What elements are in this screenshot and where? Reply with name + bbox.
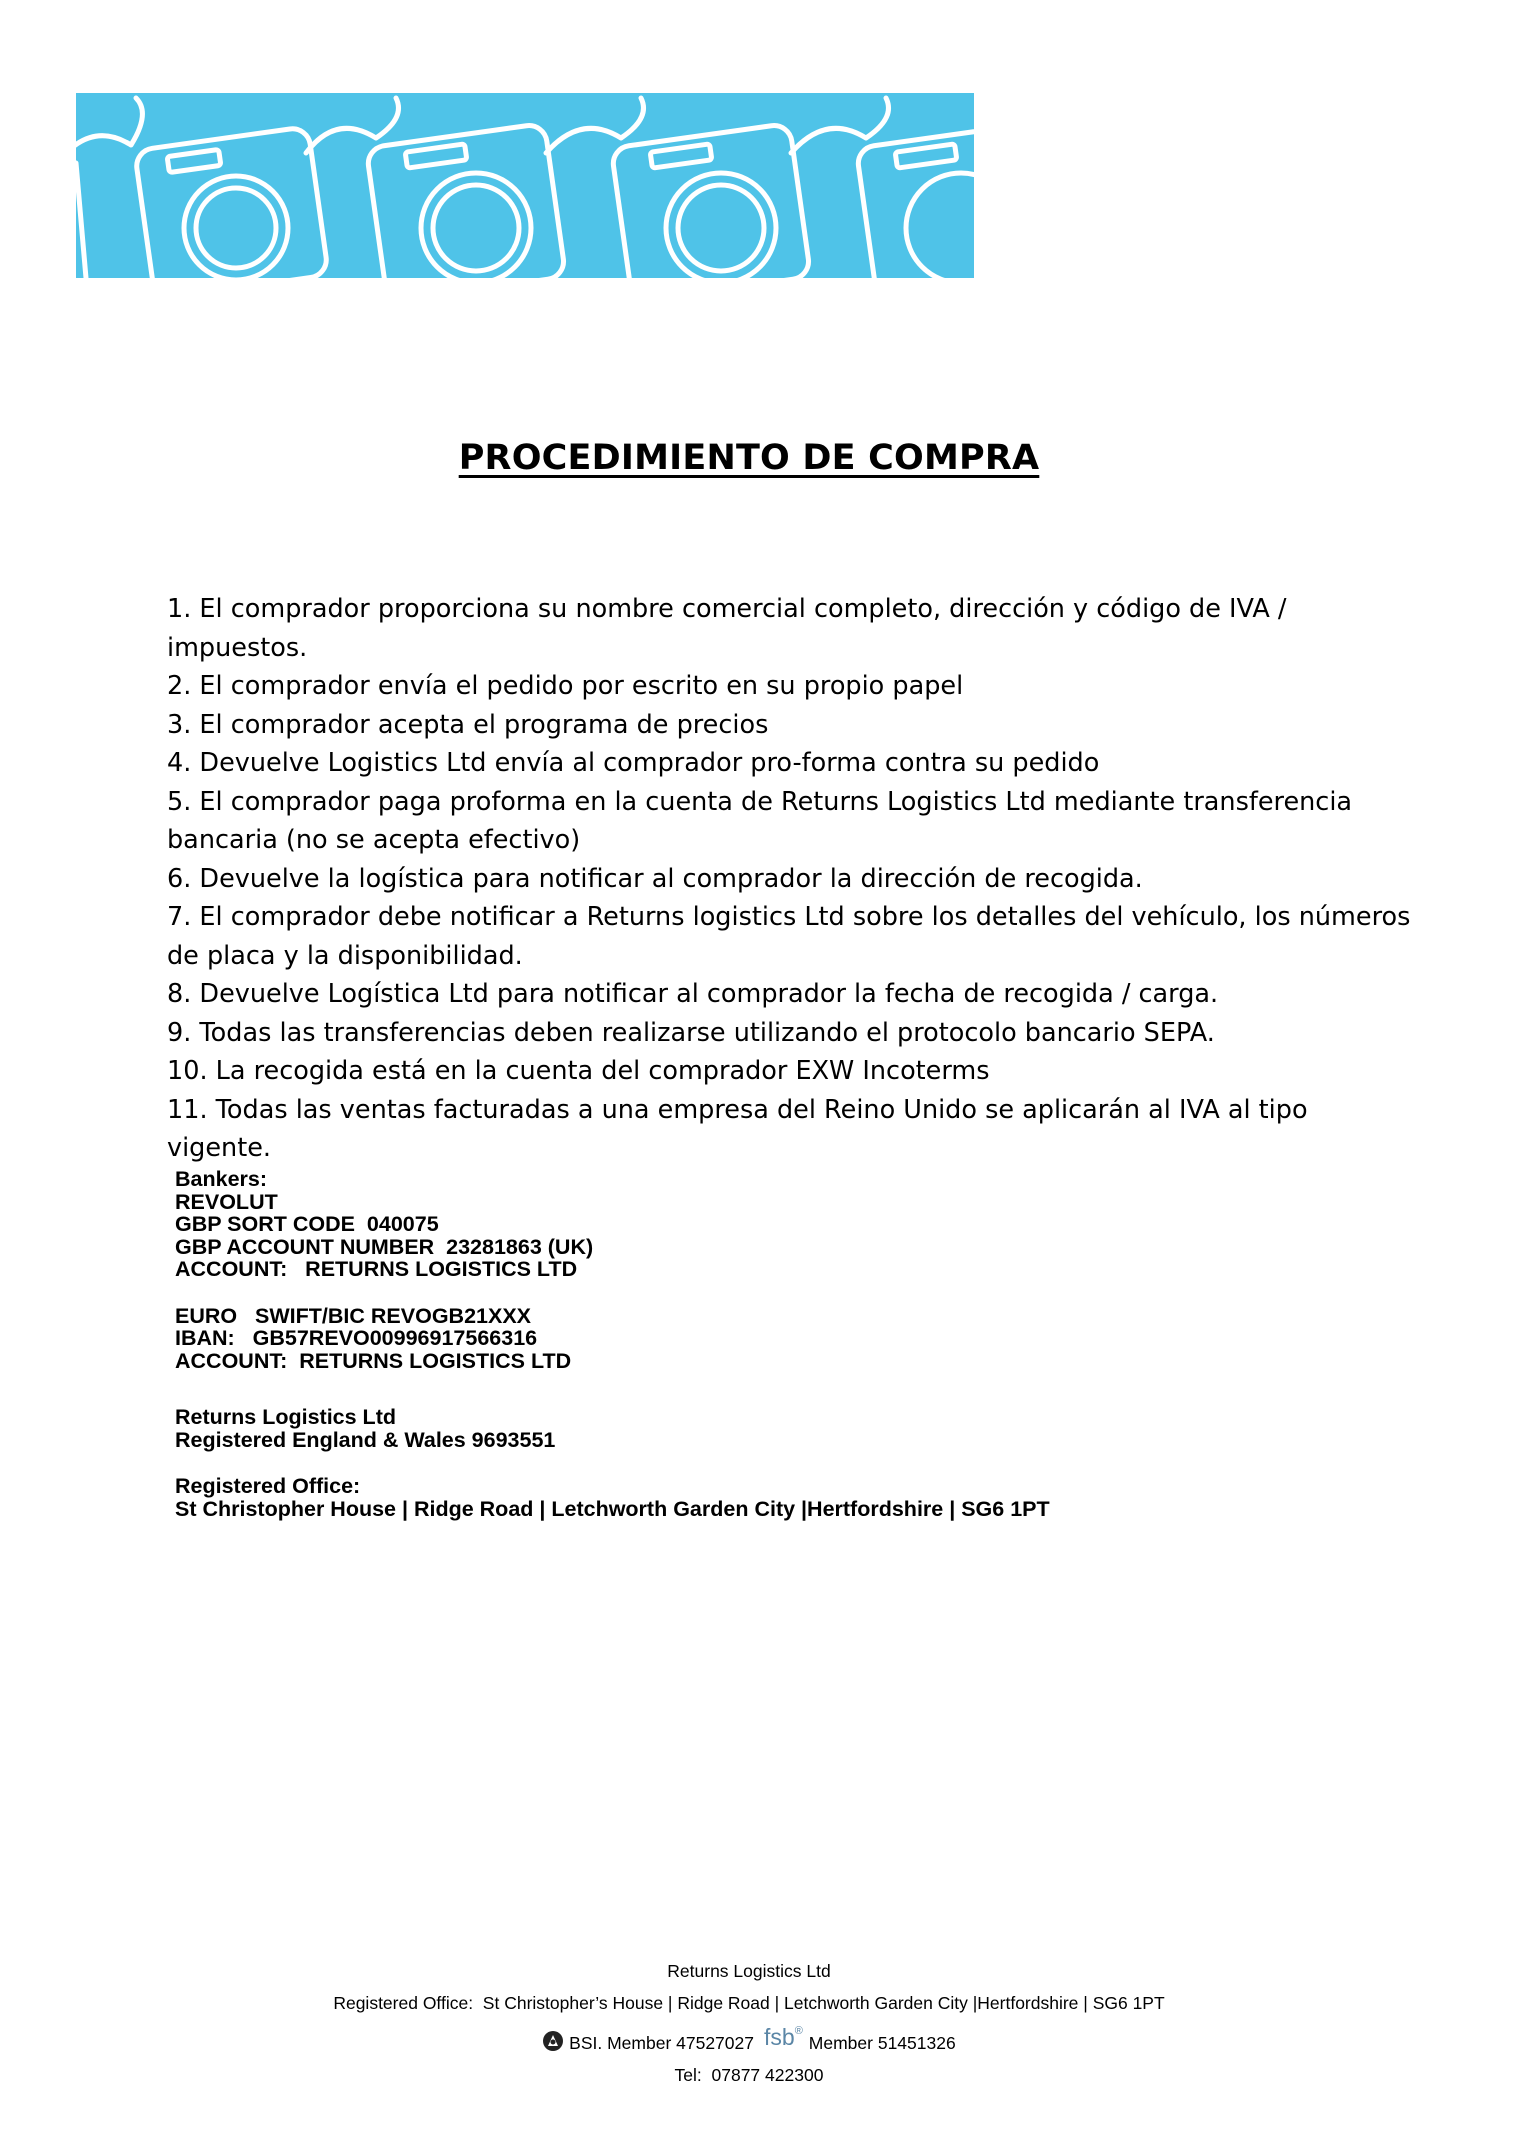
company-registration: Registered England & Wales 9693551 <box>175 1427 556 1452</box>
bank-details <box>175 1168 1175 1520</box>
washing-machine-pattern-icon <box>76 93 974 278</box>
header-banner <box>76 93 974 278</box>
bsi-logo-icon <box>542 2030 564 2052</box>
list-item: 5. El comprador paga proforma en la cuenta de Returns Logistics Ltd mediante transferencia bancaria (no se acepta efectivo) <box>167 786 1353 855</box>
list-item: 2. El comprador envía el pedido por escrito en su propio papel <box>167 671 964 701</box>
list-item: 9. Todas las transferencias deben realizarse utilizando el protocolo bancario SEPA. <box>167 1017 1215 1048</box>
bank-name: REVOLUT <box>175 1189 278 1214</box>
list-item: 4. Devuelve Logistics Ltd envía al comprador pro-forma contra su pedido <box>167 748 1100 778</box>
footer-memberships <box>0 2019 1498 2059</box>
euro-account-name: ACCOUNT: RETURNS LOGISTICS LTD <box>175 1348 572 1373</box>
gbp-account-number: GBP ACCOUNT NUMBER 23281863 (UK) <box>175 1234 594 1259</box>
euro-swift-bic: EURO SWIFT/BIC REVOGB21XXX <box>175 1303 531 1328</box>
list-item: 3. El comprador acepta el programa de precios <box>167 709 769 740</box>
iban: IBAN: GB57REVO00996917566316 <box>175 1326 538 1350</box>
fsb-logo-text: fsb <box>764 2024 795 2050</box>
steps-list <box>167 590 1412 1168</box>
list-item: 11. Todas las ventas facturadas a una empresa del Reino Unido se aplicarán al IVA al tipo vigente. <box>167 1094 1308 1163</box>
list-item: 7. El comprador debe notificar a Returns logistics Ltd sobre los detalles del vehículo, los números de placa y la disponibilidad. <box>167 902 1411 971</box>
registered-office-address: St Christopher House | Ridge Road | Letchworth Garden City |Hertfordshire | SG6 1PT <box>175 1496 1050 1521</box>
fsb-logo-icon: fsb® <box>764 2024 803 2050</box>
page-footer <box>0 1955 1498 2091</box>
registered-office-label: Registered Office: <box>175 1474 361 1498</box>
fsb-member: Member 51451326 <box>808 2033 956 2053</box>
gbp-sort-code: GBP SORT CODE 040075 <box>175 1212 439 1236</box>
list-item: 8. Devuelve Logística Ltd para notificar al comprador la fecha de recogida / carga. <box>167 979 1219 1009</box>
list-item: 1. El comprador proporciona su nombre comercial completo, dirección y código de IVA / impuestos. <box>167 594 1287 663</box>
page-title: PROCEDIMIENTO DE COMPRA <box>458 438 1040 478</box>
footer-company: Returns Logistics Ltd <box>667 1961 831 1981</box>
footer-tel: Tel: 07877 422300 <box>674 2065 824 2085</box>
bsi-member: BSI. Member 47527027 <box>569 2033 754 2053</box>
bankers-label: Bankers: <box>175 1167 268 1191</box>
footer-address: Registered Office: St Christopher’s House | Ridge Road | Letchworth Garden City |Hertfordshire | SG6 1PT <box>333 1993 1165 2013</box>
company-name: Returns Logistics Ltd <box>175 1405 396 1429</box>
list-item: 10. La recogida está en la cuenta del comprador EXW Incoterms <box>167 1056 990 1086</box>
gbp-account-name: ACCOUNT: RETURNS LOGISTICS LTD <box>175 1257 578 1281</box>
list-item: 6. Devuelve la logística para notificar al comprador la dirección de recogida. <box>167 863 1143 894</box>
